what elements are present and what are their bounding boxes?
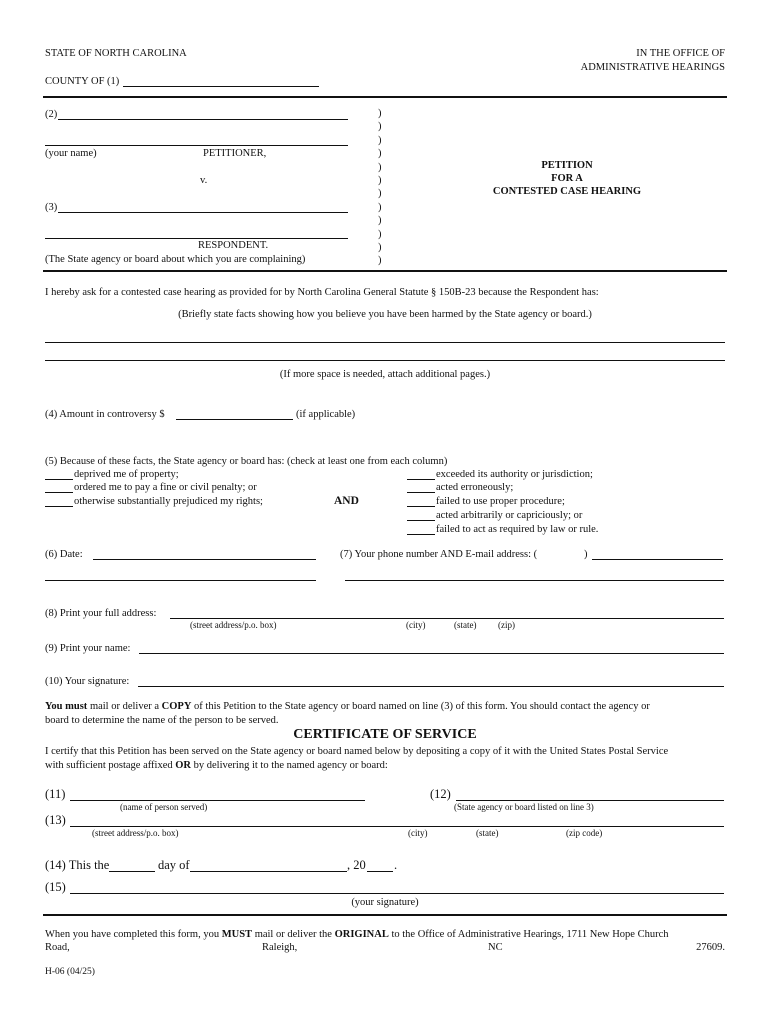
field-12-label: (12) (430, 787, 451, 801)
footer-line-1: When you have completed this form, you MUST mail or deliver the ORIGINAL to the Office of Administrative Hearings, 1711 New Hope Church (45, 929, 669, 940)
facts-line-2[interactable] (45, 360, 725, 361)
header-divider (43, 96, 727, 98)
petitioner-name-field[interactable] (58, 119, 348, 120)
because-label: (5) Because of these facts, the State agency or board has: (check at least one from each column) (45, 456, 448, 467)
address-label: (8) Print your full address: (45, 608, 157, 619)
date-extra-line[interactable] (45, 580, 316, 581)
caption-divider (43, 270, 727, 272)
address-street-sub: (street address/p.o. box) (190, 620, 277, 630)
address-state-sub: (state) (454, 620, 477, 630)
form-id: H-06 (04/25) (45, 967, 95, 977)
date-period: . (394, 858, 398, 872)
field-14-label: (14) This the (45, 858, 110, 872)
server-signature-field[interactable] (70, 893, 724, 894)
county-field[interactable] (123, 86, 319, 87)
respondent-name-field-2[interactable] (45, 238, 348, 239)
phone-field[interactable] (592, 559, 723, 560)
right-option-2: acted erroneously; (436, 482, 514, 493)
right-check-1[interactable] (407, 479, 435, 480)
petition-title-3: CONTESTED CASE HEARING (492, 186, 642, 197)
right-check-2[interactable] (407, 492, 435, 493)
amount-field[interactable] (176, 419, 293, 420)
right-option-4: acted arbitrarily or capriciously; or (436, 510, 583, 521)
respondent-name-field[interactable] (58, 212, 348, 213)
facts-instruction: (Briefly state facts showing how you believe you have been harmed by the State agency or board.) (178, 309, 592, 320)
left-option-3: otherwise substantially prejudiced my rights; (74, 496, 263, 507)
left-check-3[interactable] (45, 506, 73, 507)
facts-line-1[interactable] (45, 342, 725, 343)
field-2-label: (2) (45, 109, 58, 120)
petition-title-1: PETITION (541, 160, 593, 171)
county-label: COUNTY OF (1) (45, 76, 120, 87)
must-mail-line-2: board to determine the name of the person to be served. (45, 715, 279, 726)
amount-label: (4) Amount in controversy $ (45, 409, 165, 420)
signature-field[interactable] (138, 686, 724, 687)
certificate-title: CERTIFICATE OF SERVICE (293, 727, 477, 742)
left-check-2[interactable] (45, 492, 73, 493)
day-field[interactable] (109, 871, 155, 872)
footer-divider (43, 914, 727, 916)
right-check-3[interactable] (407, 506, 435, 507)
right-option-3: failed to use proper procedure; (436, 496, 565, 507)
email-field[interactable] (345, 580, 724, 581)
served-zip-sub: (zip code) (566, 828, 603, 838)
petition-title-2: FOR A (551, 173, 583, 184)
must-mail-line-1: You must mail or deliver a COPY of this Petition to the State agency or board named on line (3) of this form. You should contact the agency or (45, 701, 650, 712)
left-option-1: deprived me of property; (74, 469, 179, 480)
request-text: I hereby ask for a contested case hearing as provided for by North Carolina General Statute § 150B-23 because the Respondent has: (45, 287, 599, 298)
field-11-label: (11) (45, 787, 66, 801)
versus-label: v. (200, 175, 208, 186)
right-check-4[interactable] (407, 520, 435, 521)
and-label: AND (334, 495, 359, 507)
footer-city: Raleigh, (262, 942, 298, 953)
certificate-text-2: with sufficient postage affixed OR by delivering it to the named agency or board: (45, 760, 388, 771)
caption-parentheses: ) ) ) ) ) ) ) ) ) ) ) ) (378, 108, 382, 267)
right-option-1: exceeded its authority or jurisdiction; (436, 469, 593, 480)
served-state-sub: (state) (476, 828, 499, 838)
footer-road: Road, (45, 942, 70, 953)
date-label: (6) Date: (45, 549, 83, 560)
right-check-5[interactable] (407, 534, 435, 535)
month-field[interactable] (190, 871, 347, 872)
respondent-note: (The State agency or board about which you are complaining) (45, 254, 306, 265)
more-space-note: (If more space is needed, attach additional pages.) (279, 369, 491, 380)
agency-served-sub: (State agency or board listed on line 3) (454, 802, 594, 812)
phone-paren-close: ) (584, 549, 588, 560)
print-name-label: (9) Print your name: (45, 643, 131, 654)
field-3-label: (3) (45, 202, 58, 213)
phone-label: (7) Your phone number AND E-mail address: ( (340, 549, 538, 560)
certificate-text-1: I certify that this Petition has been served on the State agency or board named below by depositing a copy of it with the United States Postal Service (45, 746, 669, 757)
print-name-field[interactable] (139, 653, 724, 654)
date-field[interactable] (93, 559, 316, 560)
address-city-sub: (city) (406, 620, 426, 630)
footer-zip: 27609. (696, 942, 725, 953)
respondent-label: RESPONDENT. (198, 240, 269, 251)
person-served-field[interactable] (70, 800, 365, 801)
state-heading: STATE OF NORTH CAROLINA (45, 48, 187, 59)
your-name-label: (your name) (45, 148, 97, 159)
office-line-1: IN THE OFFICE OF (636, 48, 725, 59)
served-street-sub: (street address/p.o. box) (92, 828, 179, 838)
field-15-label: (15) (45, 880, 66, 894)
server-signature-sub: (your signature) (351, 897, 419, 908)
person-served-sub: (name of person served) (120, 802, 208, 812)
amount-note: (if applicable) (296, 409, 356, 420)
field-13-label: (13) (45, 813, 66, 827)
address-zip-sub: (zip) (498, 620, 515, 630)
office-line-2: ADMINISTRATIVE HEARINGS (580, 62, 725, 73)
right-option-5: failed to act as required by law or rule. (436, 524, 599, 535)
year-prefix: , 20 (347, 858, 366, 872)
petitioner-label: PETITIONER, (203, 148, 267, 159)
year-field[interactable] (367, 871, 393, 872)
footer-state: NC (488, 942, 503, 953)
left-option-2: ordered me to pay a fine or civil penalty; or (74, 482, 257, 493)
served-city-sub: (city) (408, 828, 428, 838)
left-check-1[interactable] (45, 479, 73, 480)
petitioner-name-field-2[interactable] (45, 145, 348, 146)
signature-label: (10) Your signature: (45, 676, 130, 687)
day-of-label: day of (158, 858, 190, 872)
